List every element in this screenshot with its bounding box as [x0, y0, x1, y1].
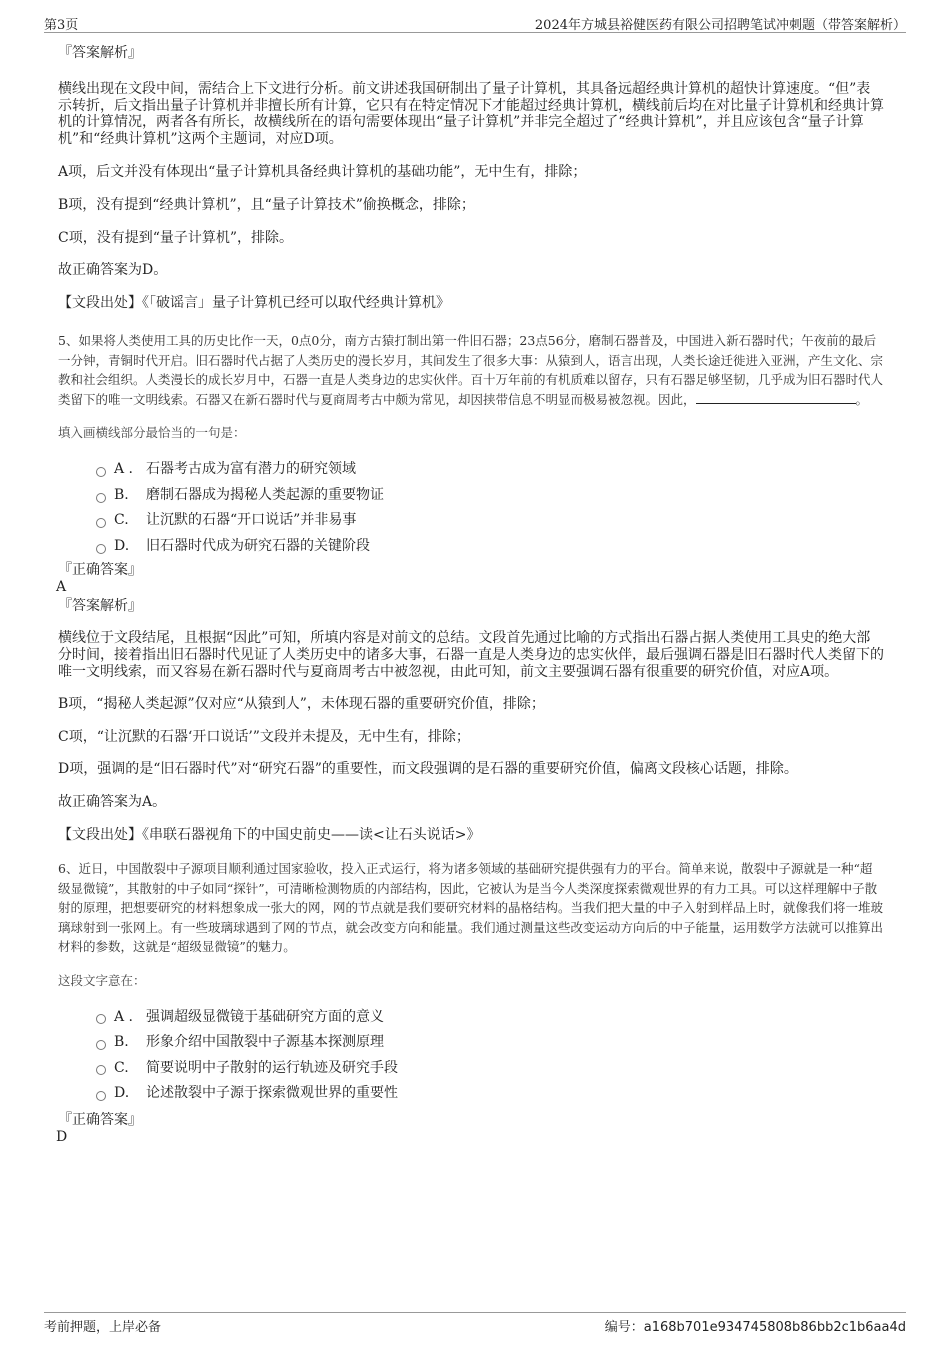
question-6-prompt: 这段文字意在：: [58, 972, 146, 988]
analysis-label: 『答案解析』: [58, 45, 142, 61]
analysis-option-c: C项，“让沉默的石器‘开口说话’”文段并未提及，无中生有，排除；: [58, 728, 470, 745]
question-6-options: [96, 1005, 884, 1107]
source: 【文段出处】《「破谣言」量子计算机已经可以取代经典计算机》: [58, 294, 450, 311]
analysis-option-b: B项，“揭秘人类起源”仅对应“从猿到人”，未体现石器的重要研究价值，排除；: [58, 696, 545, 713]
radio-icon[interactable]: [96, 1065, 106, 1075]
analysis-label: 『答案解析』: [58, 598, 142, 615]
option-d[interactable]: D. 旧石器时代成为研究石器的关键阶段: [96, 534, 884, 560]
question-6-text: 6、近日，中国散裂中子源项目顺利通过国家验收，投入正式运行，将为诸多领域的基础研究提供强有力的平台。简单来说，散裂中子源就是一种“超级显微镜”，其散射的中子如同“探针”，可清晰检测物质的内部结构，因此，它被认为是当今人类深度探索微观世界的有力工具。可以这样理解中子散射的原理，把想要研究的材料想象成一张大的网，网的节点就是我们要研究材料的晶格结构。当我们把大量的中子入射到样品上时，就像我们将一堆玻璃球射到一张网上。有一些玻璃球遇到了网的节点，就会改变方向和能量。我们通过测量这些改变运动方向后的中子能量，运用数学方法就可以推算出材料的参数，这就是“超级显微镜”的魅力。: [58, 861, 884, 955]
radio-icon[interactable]: [96, 1014, 106, 1024]
option-b[interactable]: B. 磨制石器成为揭秘人类起源的重要物证: [96, 483, 884, 509]
option-c[interactable]: C. 让沉默的石器“开口说话”并非易事: [96, 508, 884, 534]
document-id: 编号：a168b701e934745808b86bb2c1b6aa4d: [604, 1320, 906, 1335]
page-header: [44, 12, 906, 33]
radio-icon[interactable]: [96, 544, 106, 554]
radio-icon[interactable]: [96, 467, 106, 477]
answer-value: D: [56, 1128, 68, 1145]
conclusion: 故正确答案为A。: [58, 793, 167, 810]
answer-label: 『正确答案』: [58, 562, 142, 579]
analysis-option-d: D项，强调的是“旧石器时代”对“研究石器”的重要性，而文段强调的是石器的重要研究价值，偏离文段核心话题，排除。: [58, 761, 798, 778]
analysis-text: 横线位于文段结尾，且根据“因此”可知，所填内容是对前文的总结。文段首先通过比喻的方式指出石器占据人类使用工具史的绝大部分时间，接着指出旧石器时代见证了人类历史中的诸多大事，石器一直是人类身边的忠实伙伴，最后强调石器是旧石器时代人类留下的唯一文明线索，而又容易在新石器时代与夏商周考古中被忽视，由此可知，前文主要强调石器有很重要的研究价值，对应A项。: [58, 630, 884, 680]
document-title: 2024年方城县裕健医药有限公司招聘笔试冲刺题（带答案解析）: [534, 18, 906, 33]
option-a[interactable]: A . 强调超级显微镜于基础研究方面的意义: [96, 1005, 884, 1031]
option-b[interactable]: B. 形象介绍中国散裂中子源基本探测原理: [96, 1030, 884, 1056]
analysis-option-c: C项，没有提到“量子计算机”，排除。: [58, 229, 294, 246]
analysis-text: 横线出现在文段中间，需结合上下文进行分析。前文讲述我国研制出了量子计算机，其具备远超经典计算机的超快计算速度。“但”表示转折，后文指出量子计算机并非擅长所有计算，它只有在特定情况下才能超过经典计算机，横线前后均在对比量子计算机和经典计算机的计算情况，两者各有所长，故横线所在的语句需要体现出“量子计算机”并非完全超过了“经典计算机”，并且应该包含“量子计算机”和“经典计算机”这两个主题词，对应D项。: [58, 81, 884, 147]
radio-icon[interactable]: [96, 493, 106, 503]
answer-value: A: [56, 579, 67, 596]
question-5-prompt: 填入画横线部分最恰当的一句是：: [58, 425, 246, 441]
conclusion: 故正确答案为D。: [58, 262, 168, 279]
page-content: [58, 44, 884, 1145]
question-5-text: 5、如果将人类使用工具的历史比作一天，0点0分，南方古猿打制出第一件旧石器；23点56分，磨制石器普及，中国进入新石器时代；午夜前的最后一分钟，青铜时代开启。旧石器时代占据了人类历史的漫长岁月，其间发生了很多大事：从猿到人，语言出现，人类长途迁徙进入亚洲，产生文化、宗教和社会组织。人类漫长的成长岁月中，石器一直是人类身边的忠实伙伴。百十万年前的有机质难以留存，只有石器足够坚韧，几乎成为旧石器时代人类留下的唯一文明线索。石器又在新石器时代与夏商周考古中颇为常见，却因挟带信息不明显而极易被忽视。因此， 。: [58, 333, 884, 407]
radio-icon[interactable]: [96, 1040, 106, 1050]
analysis-option-a: A项，后文并没有体现出“量子计算机具备经典计算机的基础功能”，无中生有，排除；: [58, 164, 587, 181]
analysis-option-b: B项，没有提到“经典计算机”，且“量子计算技术”偷换概念，排除；: [58, 196, 475, 213]
option-c[interactable]: C. 简要说明中子散射的运行轨迹及研究手段: [96, 1056, 884, 1082]
fill-blank: [696, 391, 856, 404]
source: 【文段出处】《串联石器视角下的中国史前史——读<让石头说话>》: [58, 826, 481, 843]
answer-label: 『正确答案』: [58, 1111, 142, 1128]
option-d[interactable]: D. 论述散裂中子源于探索微观世界的重要性: [96, 1081, 884, 1107]
footer-slogan: 考前押题，上岸必备: [44, 1320, 162, 1335]
page-footer: [44, 1312, 906, 1335]
page-number: 第3页: [44, 18, 79, 33]
radio-icon[interactable]: [96, 518, 106, 528]
question-5-options: [96, 457, 884, 559]
option-a[interactable]: A . 石器考古成为富有潜力的研究领域: [96, 457, 884, 483]
radio-icon[interactable]: [96, 1091, 106, 1101]
